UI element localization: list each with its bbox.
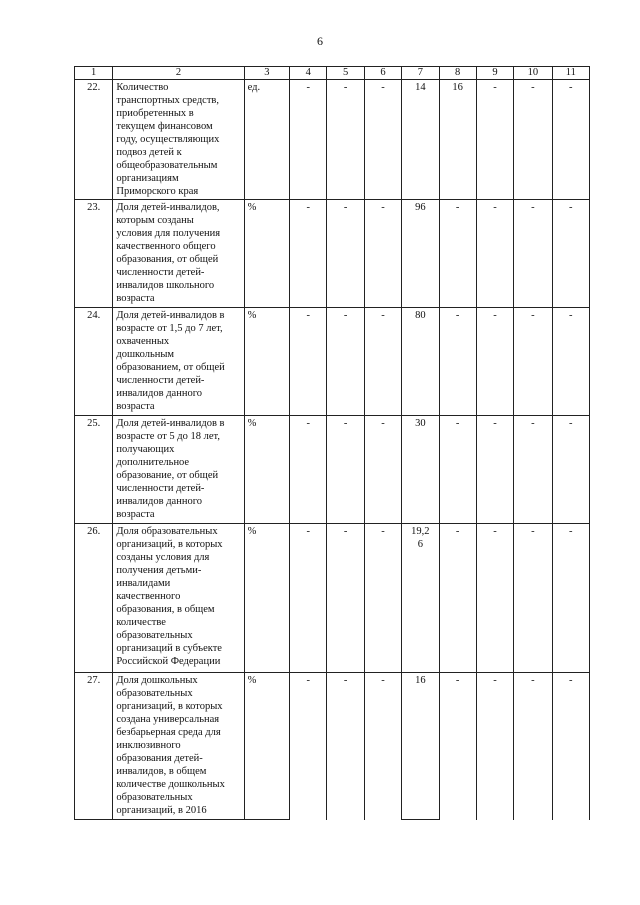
value-cell: -	[514, 80, 552, 200]
value-cell: 19,2 6	[402, 524, 439, 673]
value-cell: -	[364, 673, 401, 820]
column-number: 9	[476, 67, 513, 80]
unit-cell: %	[244, 524, 289, 673]
value-cell: -	[290, 524, 327, 673]
page-number: 6	[317, 34, 323, 48]
value-cell: -	[364, 80, 401, 200]
value-cell: 16	[439, 80, 476, 200]
value-cell: -	[290, 200, 327, 308]
value-cell: -	[290, 673, 327, 820]
value-cell: -	[327, 200, 364, 308]
value-cell: -	[552, 200, 589, 308]
column-number: 7	[402, 67, 439, 80]
value-cell: -	[364, 524, 401, 673]
value-cell: -	[552, 524, 589, 673]
value-cell: -	[514, 416, 552, 524]
unit-cell: %	[244, 200, 289, 308]
value-cell: -	[514, 524, 552, 673]
value-cell: -	[552, 308, 589, 416]
indicator-name: Доля детей-инвалидов, которым созданы условия для получения качественного общего образования, от общей численности детей- инвалидов школьного возраста	[113, 200, 244, 308]
column-number-row	[75, 67, 590, 80]
row-number: 22.	[75, 80, 113, 200]
column-number: 11	[552, 67, 589, 80]
indicator-name: Доля дошкольных образовательных организаций, в которых создана универсальная безбарьерная среда для инклюзивного образования детей- инвалидов, в общем количестве дошкольных образовательных организаций, в 2016	[113, 673, 244, 820]
value-cell: -	[290, 80, 327, 200]
value-cell: -	[476, 524, 513, 673]
value-cell: 16	[402, 673, 439, 820]
value-cell: 80	[402, 308, 439, 416]
value-cell: -	[476, 80, 513, 200]
indicators-table	[74, 66, 590, 820]
unit-cell: ед.	[244, 80, 289, 200]
value-cell: -	[327, 673, 364, 820]
indicator-name: Доля детей-инвалидов в возрасте от 1,5 до 7 лет, охваченных дошкольным образованием, от общей численности детей- инвалидов данного возраста	[113, 308, 244, 416]
table-row	[75, 524, 590, 673]
value-cell: -	[327, 416, 364, 524]
value-cell: -	[364, 200, 401, 308]
value-cell: -	[327, 80, 364, 200]
row-number: 23.	[75, 200, 113, 308]
value-cell: -	[514, 308, 552, 416]
indicator-name: Доля образовательных организаций, в которых созданы условия для получения детьми- инвалидами качественного образования, в общем количестве образовательных организаций в субъекте Российской Федерации	[113, 524, 244, 673]
unit-cell: %	[244, 416, 289, 524]
column-number: 10	[514, 67, 552, 80]
row-number: 25.	[75, 416, 113, 524]
column-number: 8	[439, 67, 476, 80]
value-cell: -	[552, 80, 589, 200]
row-number: 26.	[75, 524, 113, 673]
value-cell: -	[476, 673, 513, 820]
value-cell: -	[476, 416, 513, 524]
column-number: 2	[113, 67, 244, 80]
value-cell: -	[439, 308, 476, 416]
value-cell: 96	[402, 200, 439, 308]
unit-cell: %	[244, 308, 289, 416]
value-cell: 14	[402, 80, 439, 200]
value-cell: -	[476, 200, 513, 308]
column-number: 3	[244, 67, 289, 80]
value-cell: -	[439, 524, 476, 673]
table-row	[75, 200, 590, 308]
row-number: 24.	[75, 308, 113, 416]
table-row	[75, 308, 590, 416]
value-cell: -	[439, 416, 476, 524]
value-cell: -	[552, 416, 589, 524]
value-cell: -	[327, 308, 364, 416]
table-row	[75, 80, 590, 200]
column-number: 1	[75, 67, 113, 80]
column-number: 5	[327, 67, 364, 80]
value-cell: -	[439, 200, 476, 308]
value-cell: 30	[402, 416, 439, 524]
row-number: 27.	[75, 673, 113, 820]
unit-cell: %	[244, 673, 289, 820]
value-cell: -	[364, 416, 401, 524]
value-cell: -	[514, 200, 552, 308]
value-cell: -	[290, 416, 327, 524]
indicator-name: Доля детей-инвалидов в возрасте от 5 до 18 лет, получающих дополнительное образование, от общей численности детей- инвалидов данного возраста	[113, 416, 244, 524]
value-cell: -	[514, 673, 552, 820]
table-row	[75, 416, 590, 524]
value-cell: -	[327, 524, 364, 673]
column-number: 6	[364, 67, 401, 80]
value-cell: -	[439, 673, 476, 820]
value-cell: -	[552, 673, 589, 820]
value-cell: -	[476, 308, 513, 416]
value-cell: -	[290, 308, 327, 416]
table-row	[75, 673, 590, 820]
value-cell: -	[364, 308, 401, 416]
indicator-name: Количество транспортных средств, приобретенных в текущем финансовом году, осуществляющих подвоз детей к общеобразовательным организациям Приморского края	[113, 80, 244, 200]
column-number: 4	[290, 67, 327, 80]
